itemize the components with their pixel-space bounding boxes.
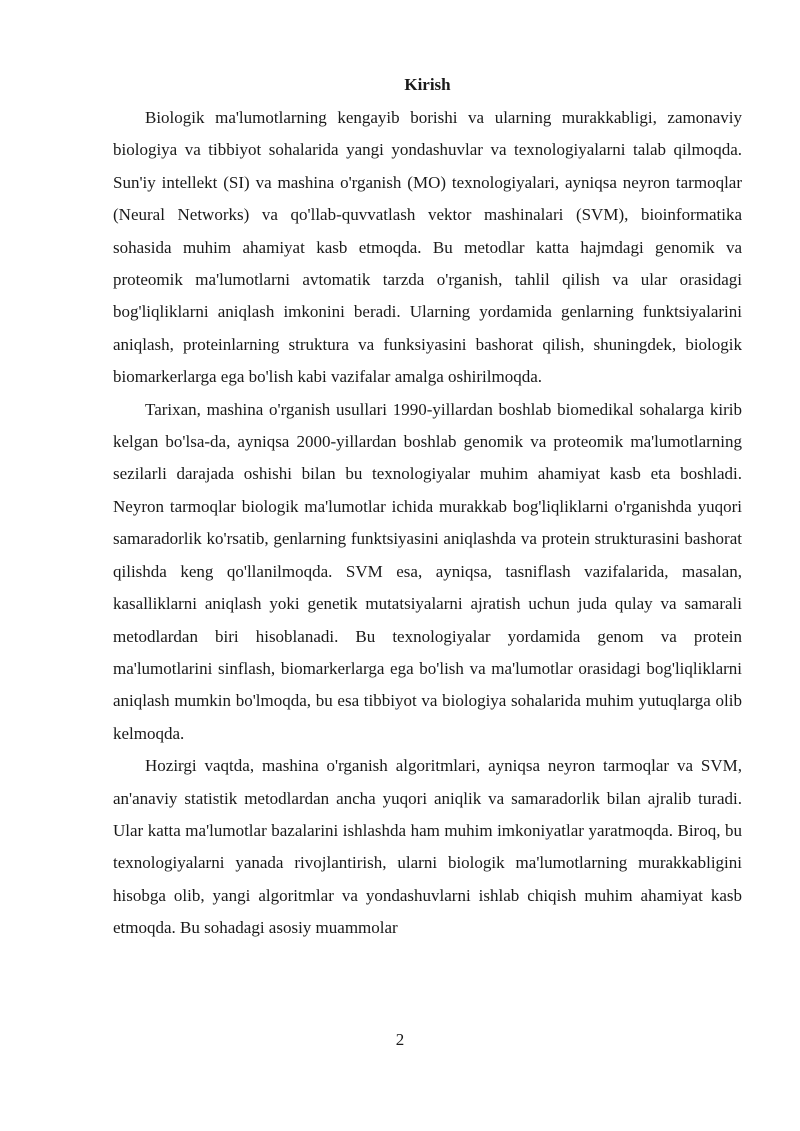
paragraph-3: Hozirgi vaqtda, mashina o'rganish algoritmlari, ayniqsa neyron tarmoqlar va SVM, an'anaviy statistik metodlardan ancha yuqori aniqlik va samaradorlik bilan ajralib turadi. Ular katta ma'lumotlar bazalarini ishlashda ham muhim imkoniyatlar yaratmoqda. Biroq, bu texnologiyalarni yanada rivojlantirish, ularni biologik ma'lumotlarning murakkabligini hisobga olib, yangi algoritmlar va yondashuvlarni ishlab chiqish muhim ahamiyat kasb etmoqda. Bu sohadagi asosiy muammolar [113,756,742,938]
page-number: 2 [395,1030,405,1049]
document-page [113,72,742,945]
paragraph-1: Biologik ma'lumotlarning kengayib borishi va ularning murakkabligi, zamonaviy biologiya va tibbiyot sohalarida yangi yondashuvlar va texnologiyalarni talab qilmoqda. Sun'iy intellekt (SI) va mashina o'rganish (MO) texnologiyalari, ayniqsa neyron tarmoqlar (Neural Networks) va qo'llab-quvvatlash vektor mashinalari (SVM), bioinformatika sohasida muhim ahamiyat kasb etmoqda. Bu metodlar katta hajmdagi genomik va proteomik ma'lumotlarni avtomatik tarzda o'rganish, tahlil qilish va ular orasidagi bog'liqliklarni aniqlash imkonini beradi. Ularning yordamida genlarning funktsiyalarini aniqlash, proteinlarning struktura va funksiyasini bashorat qilish, shuningdek, biologik biomarkerlarga ega bo'lish kabi vazifalar amalga oshirilmoqda. [113,108,742,387]
paragraph-2: Tarixan, mashina o'rganish usullari 1990-yillardan boshlab biomedikal sohalarga kirib kelgan bo'lsa-da, ayniqsa 2000-yillardan boshlab genomik va proteomik ma'lumotlarning sezilarli darajada oshishi bilan bu texnologiyalar muhim ahamiyat kasb eta boshladi. Neyron tarmoqlar biologik ma'lumotlar ichida murakkab bog'liqliklarni o'rganishda yuqori samaradorlik ko'rsatib, genlarning funktsiyasini aniqlashda va protein strukturasini bashorat qilishda keng qo'llanilmoqda. SVM esa, ayniqsa, tasniflash vazifalarida, masalan, kasalliklarni aniqlash yoki genetik mutatsiyalarni ajratish uchun juda qulay va samarali metodlardan biri hisoblanadi. Bu texnologiyalar yordamida genom va protein ma'lumotlarini sinflash, biomarkerlarga ega bo'lish va ma'lumotlar orasidagi bog'liqliklarni aniqlash mumkin bo'lmoqda, bu esa tibbiyot va biologiya sohalarida muhim yutuqlarga olib kelmoqda. [113,399,742,743]
section-heading: Kirish [404,75,451,94]
